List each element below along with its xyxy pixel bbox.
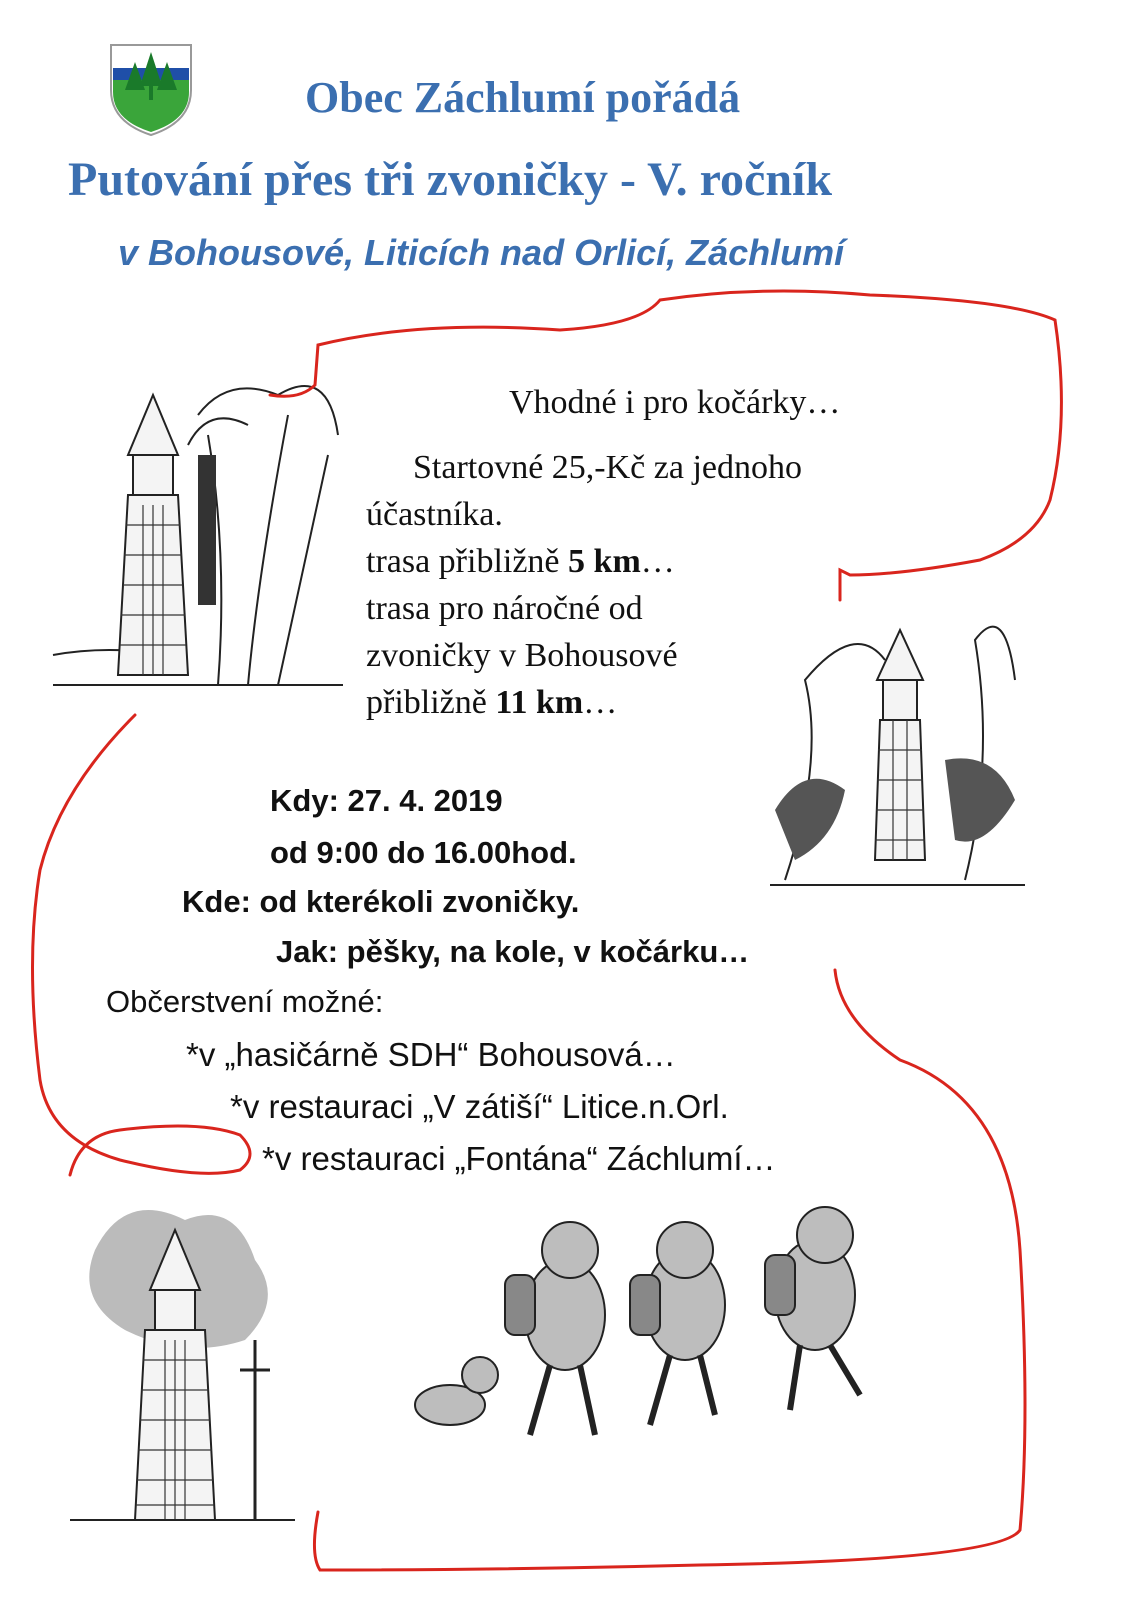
refreshment-item: *v restauraci „Fontána“ Záchlumí…	[262, 1140, 776, 1177]
event-transport: Jak: pěšky, na kole, v kočárku…	[276, 934, 750, 969]
refreshment-item: *v restauraci „V zátiší“ Litice.n.Orl.	[230, 1088, 729, 1125]
bell-tower-illustration	[65, 1190, 300, 1530]
long-route-line-1: trasa pro náročné od	[366, 590, 643, 627]
short-route	[366, 539, 675, 585]
crest-icon	[108, 42, 194, 138]
refreshment-title: Občerstvení možné:	[106, 984, 384, 1019]
hikers-illustration	[395, 1195, 895, 1465]
refreshment-item: *v „hasičárně SDH“ Bohousová…	[186, 1036, 676, 1073]
long-route-suffix: …	[583, 684, 618, 721]
short-route-prefix: trasa přibližně	[366, 543, 569, 580]
fee-line-1: Startovné 25,-Kč za jednoho	[413, 449, 802, 486]
long-route	[366, 680, 617, 726]
long-route-distance: 11 km	[495, 684, 584, 721]
short-route-distance: 5 km	[568, 543, 641, 580]
stroller-note: Vhodné i pro kočárky…	[509, 384, 841, 421]
event-location: Kde: od kterékoli zvoničky.	[182, 884, 580, 919]
event-subtitle: v Bohousové, Liticích nad Orlicí, Záchlumí	[118, 232, 845, 273]
long-route-prefix: přibližně	[366, 684, 496, 721]
bell-tower-illustration	[765, 560, 1030, 890]
short-route-suffix: …	[640, 543, 675, 580]
long-route-line-2: zvoničky v Bohousové	[366, 637, 678, 674]
bell-tower-illustration	[48, 355, 348, 695]
event-title: Putování přes tři zvoničky - V. ročník	[68, 153, 833, 206]
fee-line-2: účastníka.	[366, 496, 503, 533]
event-time: od 9:00 do 16.00hod.	[270, 835, 577, 870]
event-date: Kdy: 27. 4. 2019	[270, 783, 503, 818]
organizer-heading: Obec Záchlumí pořádá	[305, 73, 741, 122]
